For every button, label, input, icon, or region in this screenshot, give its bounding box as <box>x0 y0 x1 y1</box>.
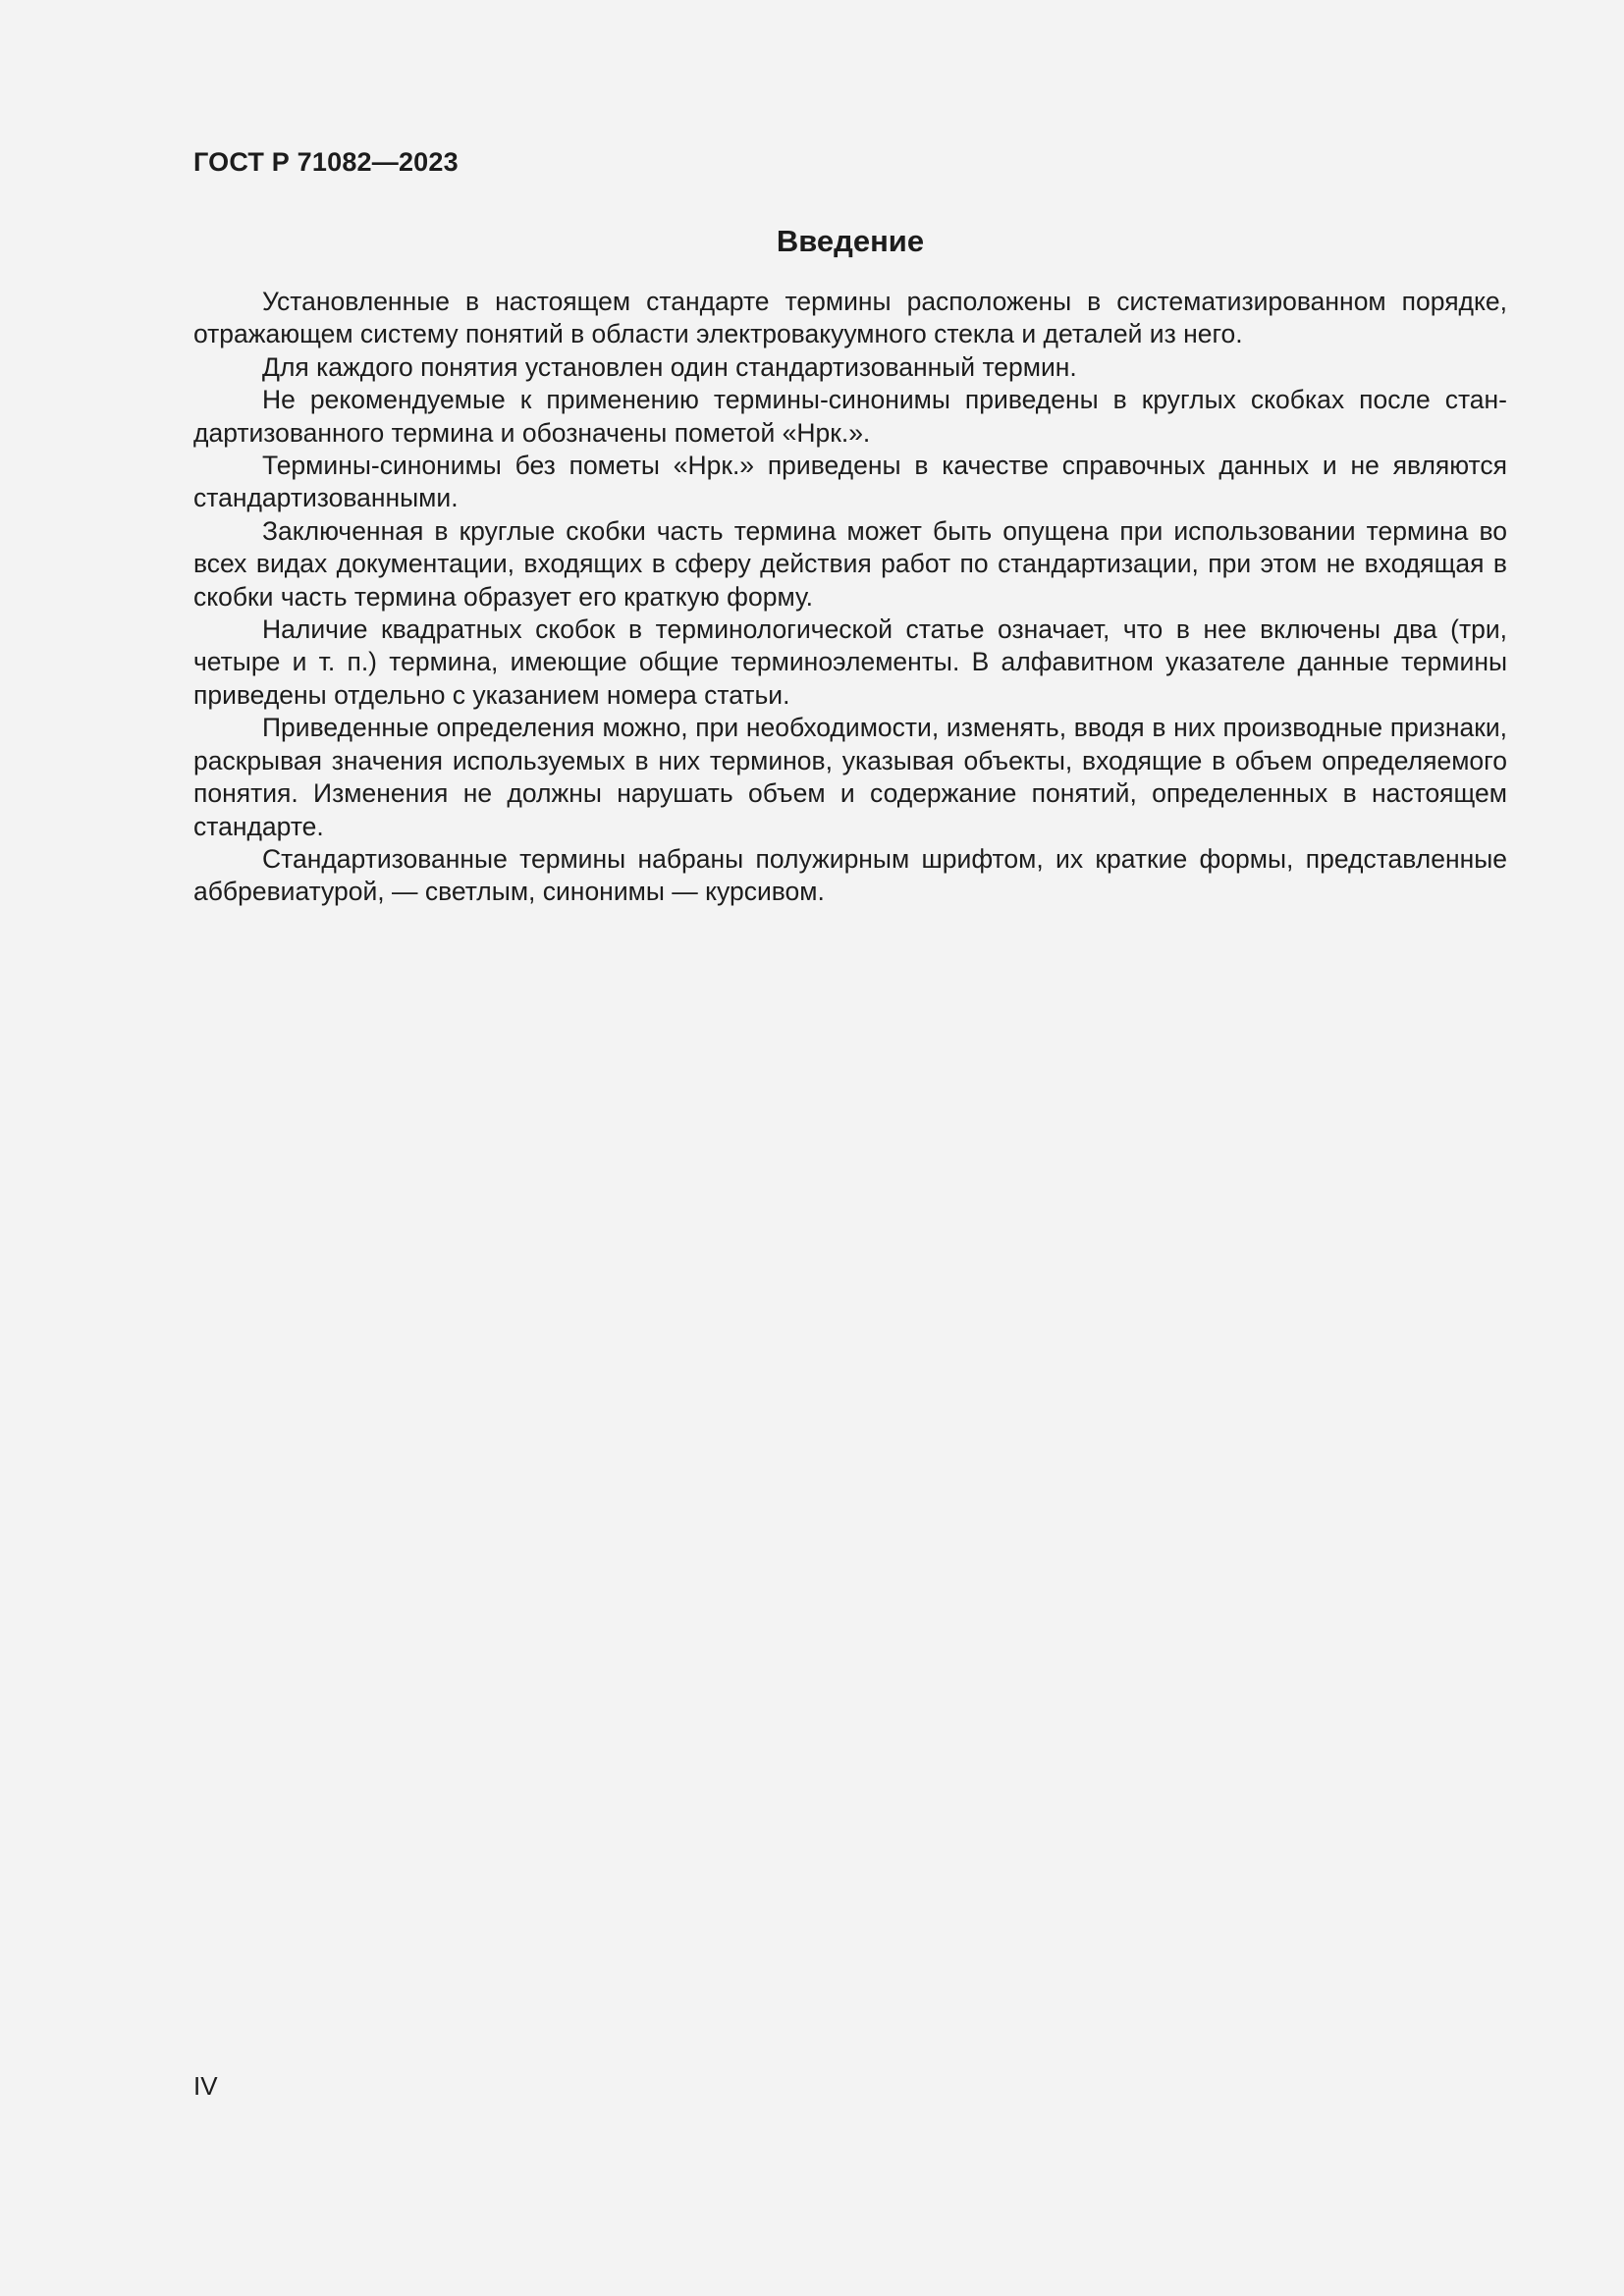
paragraph: Приведенные определения можно, при необходимости, изменять, вводя в них производные признаки, раскрывая значения используемых в них терминов, указывая объекты, входящие в объем определяемого понятия. Изменения не должны нарушать объем и содержание понятий, определенных в настоящем стандарте. <box>193 713 1507 841</box>
paragraph: Стандартизованные термины набраны полужирным шрифтом, их краткие формы, представленные аббревиатурой, — светлым, синонимы — курсивом. <box>193 843 1507 907</box>
paragraph: Для каждого понятия установлен один стандартизованный термин. <box>262 351 1077 382</box>
paragraph: Не рекомендуемые к применению термины-синонимы приведены в круглых скобках после стандартизованного термина и обозначены пометой «Нрк.». <box>193 385 1507 448</box>
section-body <box>193 286 1507 909</box>
paragraph: Установленные в настоящем стандарте термины расположены в систематизированном порядке, отражающем систему понятий в области электровакуумного стекла и деталей из него. <box>193 287 1507 349</box>
paragraph: Термины-синонимы без пометы «Нрк.» приведены в качестве справочных данных и не являются стандартизованными. <box>193 451 1507 513</box>
paragraph: Наличие квадратных скобок в терминологической статье означает, что в нее включены два (три, четыре и т. п.) термина, имеющие общие терминоэлементы. В алфавитном указателе данные термины приведены отдельно с указанием номера статьи. <box>193 614 1507 710</box>
paragraph: Заключенная в круглые скобки часть термина может быть опущена при использовании термина во всех видах документации, входящих в сферу действия работ по стандартизации, при этом не входящая в скобки часть термина образует его краткую форму. <box>193 515 1507 612</box>
page-number: IV <box>193 2071 218 2101</box>
document-code-header: ГОСТ Р 71082—2023 <box>193 147 459 177</box>
section-title: Введение <box>776 224 925 258</box>
